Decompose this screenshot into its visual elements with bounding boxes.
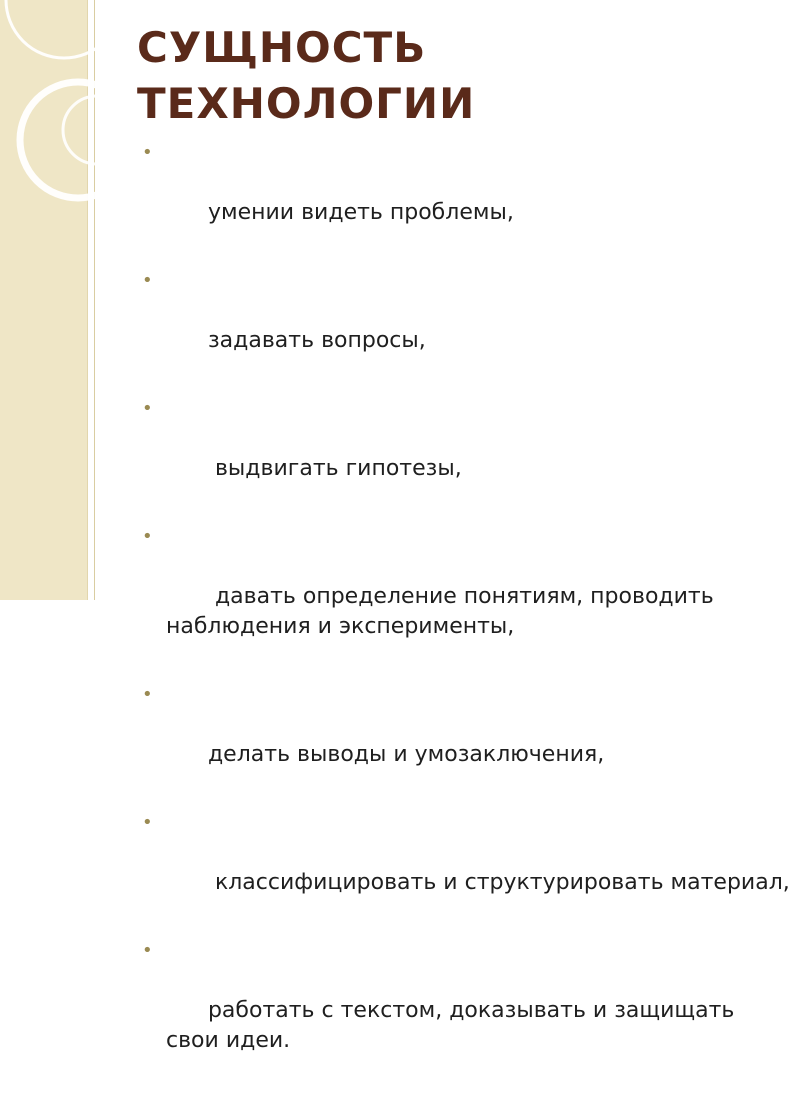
bullet-text: выдвигать гипотезы, xyxy=(207,456,462,481)
bullet-text: давать определение понятиям, проводить наблюдения и эксперименты, xyxy=(166,584,721,639)
bullet-list xyxy=(140,138,790,1094)
slide-title-line-1: СУЩНОСТЬ xyxy=(137,23,427,72)
bullet-item xyxy=(140,680,790,800)
decorative-divider-line xyxy=(94,0,95,600)
slide-title xyxy=(137,20,475,132)
decorative-left-band xyxy=(0,0,88,600)
bullet-item xyxy=(140,936,790,1086)
bullet-item xyxy=(140,394,790,514)
bullet-dot-icon: • xyxy=(142,684,153,705)
bullet-dot-icon: • xyxy=(142,940,153,961)
bullet-dot-icon: • xyxy=(142,398,153,419)
slide-title-line-2: ТЕХНОЛОГИИ xyxy=(137,79,476,128)
bullet-dot-icon: • xyxy=(142,270,153,291)
bullet-dot-icon: • xyxy=(142,812,153,833)
bullet-text: делать выводы и умозаключения, xyxy=(207,742,605,767)
bullet-item xyxy=(140,266,790,386)
bullet-text: классифицировать и структурировать материал, xyxy=(207,870,790,895)
bullet-text: работать с текстом, доказывать и защищать свои идеи. xyxy=(166,998,742,1053)
bullet-dot-icon: • xyxy=(142,526,153,547)
bullet-dot-icon: • xyxy=(142,142,153,163)
bullet-item xyxy=(140,138,790,258)
bullet-item xyxy=(140,522,790,672)
bullet-item xyxy=(140,808,790,928)
bullet-text: умении видеть проблемы, xyxy=(207,200,514,225)
bullet-text: задавать вопросы, xyxy=(207,328,426,353)
